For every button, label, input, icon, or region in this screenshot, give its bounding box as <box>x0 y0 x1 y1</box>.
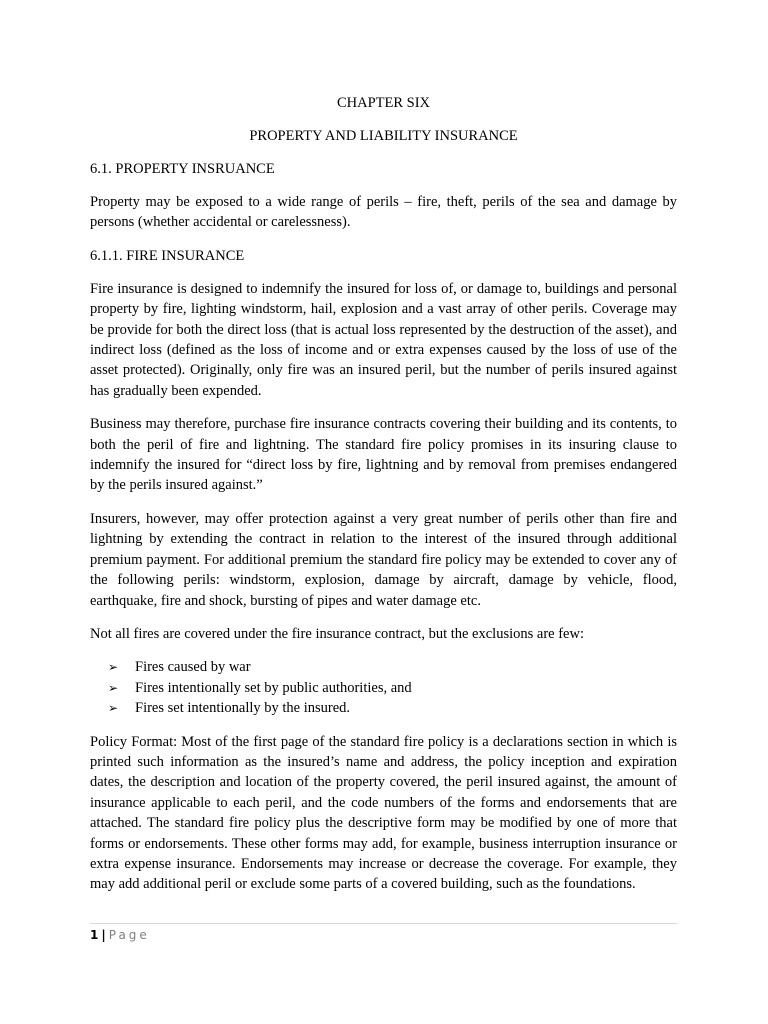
arrowhead-bullet-icon: ➢ <box>108 701 119 716</box>
paragraph-insurers: Insurers, however, may offer protection against a very great number of perils other than fire and lightning by extending the contract in relation to the interest of the insured through additional premium payment. For additional premium the standard fire policy may be extended to cover any of the following perils: windstorm, explosion, damage by aircraft, damage by vehicle, flood, earthquake, fire and shock, bursting of pipes and water damage etc. <box>90 510 677 609</box>
footer-separator: | <box>101 928 106 942</box>
list-item-text: Fires caused by war <box>135 659 251 676</box>
page-number: 1 <box>90 928 99 942</box>
section-heading-6-1: 6.1. PROPERTY INSRUANCE <box>90 161 275 177</box>
page-word: Page <box>108 928 150 942</box>
chapter-title: CHAPTER SIX <box>336 95 431 111</box>
list-item-text: Fires intentionally set by public authorities, and <box>135 679 412 696</box>
arrowhead-bullet-icon: ➢ <box>108 660 119 675</box>
list-item <box>108 678 677 698</box>
paragraph-exclusions-intro: Not all fires are covered under the fire insurance contract, but the exclusions are few: <box>90 625 584 642</box>
exclusions-list <box>90 657 677 718</box>
paragraph-policy-format: Policy Format: Most of the first page of the standard fire policy is a declarations section in which is printed such information as the insured’s name and address, the policy inception and expiration dates, the description and location of the property covered, the peril insured against, the amount of insurance applicable to each peril, and the code numbers of the forms and endorsements that are attached. The standard fire policy plus the descriptive form may be modified by one of more that forms or endorsements. These other forms may add, for example, business interruption insurance or extra expense insurance. Endorsements may increase or decrease the coverage. For example, they may add additional peril or exclude some parts of a covered building, such as the foundations. <box>90 733 677 893</box>
section-heading-6-1-1: 6.1.1. FIRE INSURANCE <box>90 247 245 264</box>
intro-paragraph: Property may be exposed to a wide range of perils – fire, theft, perils of the sea and damage by persons (whether accidental or carelessness). <box>90 194 677 231</box>
document-page <box>90 93 677 908</box>
list-item-text: Fires set intentionally by the insured. <box>135 700 351 717</box>
chapter-subtitle: PROPERTY AND LIABILITY INSURANCE <box>249 128 518 144</box>
page-footer <box>90 923 677 943</box>
list-item <box>108 698 677 718</box>
paragraph-business: Business may therefore, purchase fire insurance contracts covering their building and its contents, to both the peril of fire and lightning. The standard fire policy promises in its insuring clause to indemnify the insured for “direct loss by fire, lightning and by removal from premises endangered by the perils insured against.” <box>90 416 677 494</box>
arrowhead-bullet-icon: ➢ <box>108 680 119 695</box>
paragraph-fire-insurance: Fire insurance is designed to indemnify the insured for loss of, or damage to, buildings and personal property by fire, lighting windstorm, hail, explosion and a vast array of other perils. Coverage may be provide for both the direct loss (that is actual loss represented by the destruction of the asset), and indirect loss (defined as the loss of income and or extra expenses caused by the loss of use of the asset protected). Originally, only fire was an insured peril, but the number of perils insured against has gradually been expended. <box>90 280 677 399</box>
list-item <box>108 657 677 677</box>
